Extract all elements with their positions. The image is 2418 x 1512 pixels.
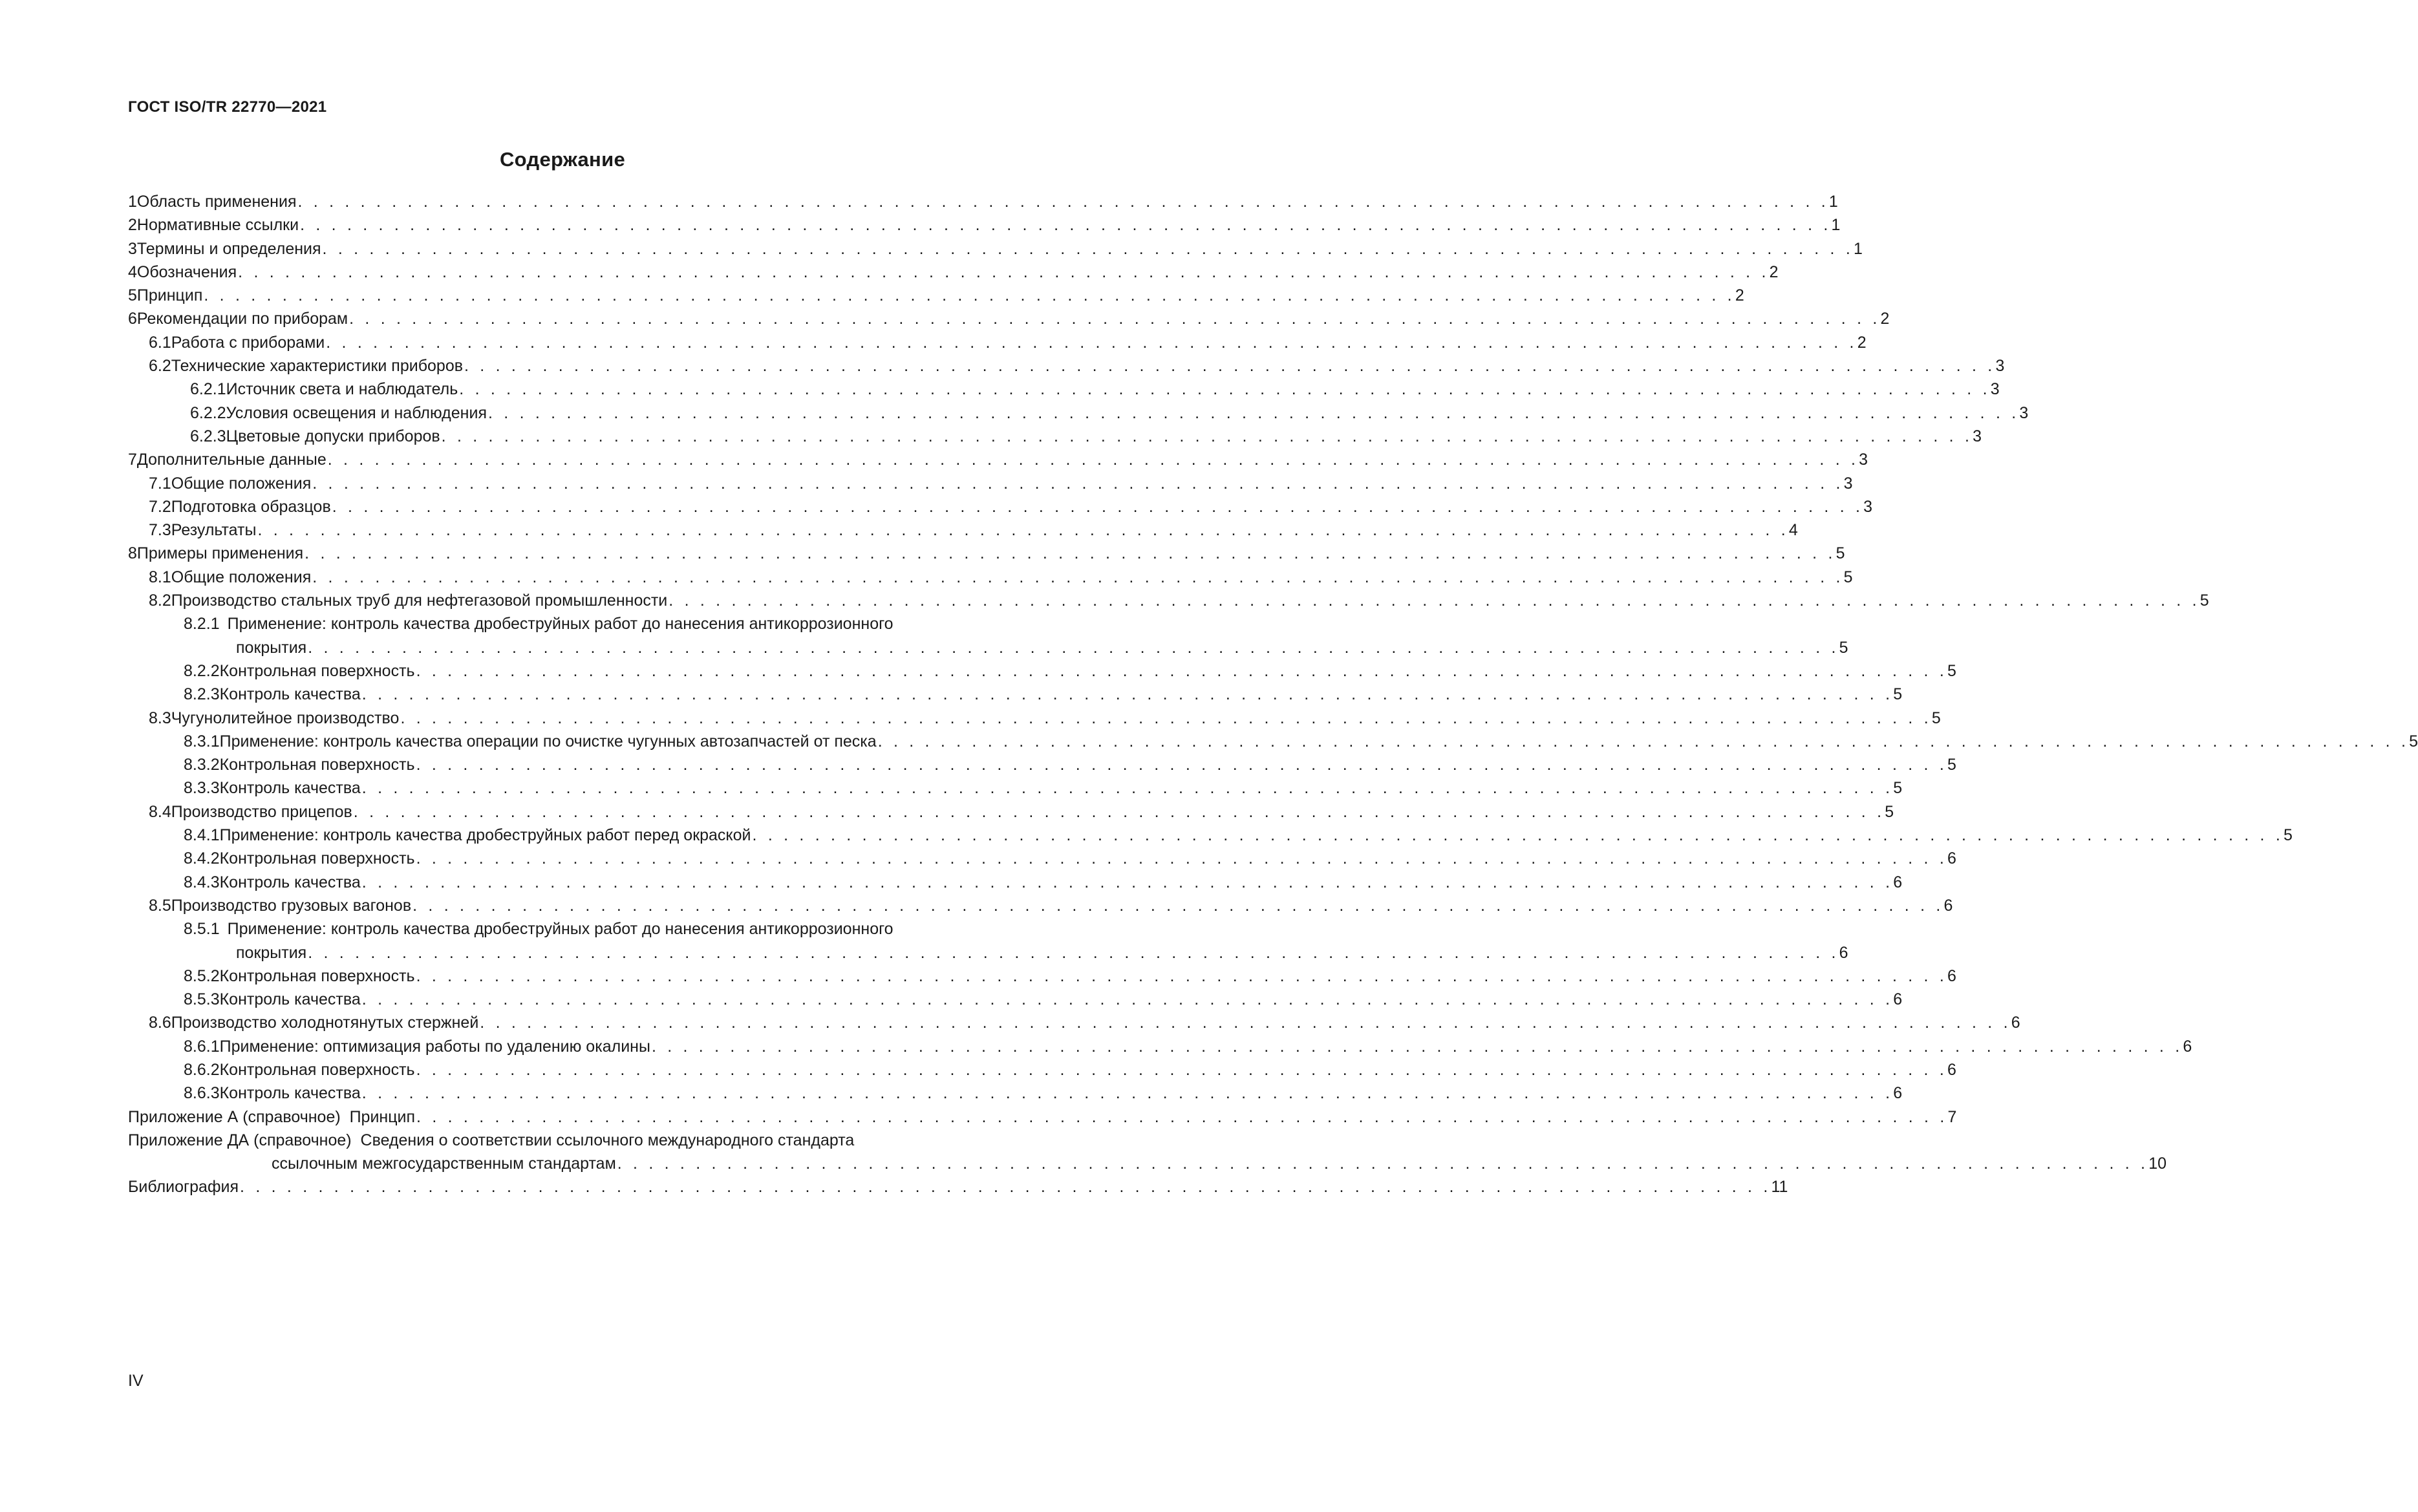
- toc-entry-number: 6: [128, 310, 137, 328]
- toc-entry-page: 6: [2011, 1014, 2020, 1032]
- toc-entry-page: 6: [1839, 943, 1848, 962]
- toc-entry-label: Результаты: [171, 518, 257, 542]
- toc-entry-page: 5: [1893, 685, 1903, 704]
- toc-entry-page: 3: [1990, 380, 2000, 399]
- toc-entry[interactable]: 6.1 Работа с приборами . . . . . . . . . . . . . . . . . . . . . . . . . . . . . . . . . . . . . . . . . . . . . . . . . . . . . . . . . . . . . . . . . . . . . . . . . . . . . . . . . . . . . . . . . . . . . . . . . . 2: [128, 331, 1000, 354]
- toc-entry[interactable]: 8.4 Производство прицепов . . . . . . . . . . . . . . . . . . . . . . . . . . . . . . . . . . . . . . . . . . . . . . . . . . . . . . . . . . . . . . . . . . . . . . . . . . . . . . . . . . . . . . . . . . . . . . . . . . 5: [128, 800, 1000, 824]
- toc-entry[interactable]: 8.3.1 Применение: контроль качества операции по очистке чугунных автозапчастей от песка . . . . . . . . . . . . . . . . . . . . . . . . . . . . . . . . . . . . . . . . . . . . . . . . . . . . . . . . . . . . . . . . . . . . . . . . . . . . . . . . . . . . . . . . . . . . . . . . . . 5: [128, 730, 1000, 753]
- toc-entry-label: Нормативные ссылки: [137, 213, 299, 237]
- toc-entry-number: 2: [128, 216, 137, 235]
- toc-entry-label: Применение: оптимизация работы по удалению окалины: [220, 1035, 650, 1058]
- toc-entry[interactable]: 7.2 Подготовка образцов . . . . . . . . . . . . . . . . . . . . . . . . . . . . . . . . . . . . . . . . . . . . . . . . . . . . . . . . . . . . . . . . . . . . . . . . . . . . . . . . . . . . . . . . . . . . . . . . . . 3: [128, 495, 1000, 518]
- toc-entry-page: 6: [1947, 849, 1956, 868]
- toc-entry[interactable]: 8.3.2 Контрольная поверхность . . . . . . . . . . . . . . . . . . . . . . . . . . . . . . . . . . . . . . . . . . . . . . . . . . . . . . . . . . . . . . . . . . . . . . . . . . . . . . . . . . . . . . . . . . . . . . . . . . 5: [128, 753, 1000, 776]
- toc-entry-page: 5: [2409, 732, 2418, 751]
- toc-entry-page: 4: [1788, 521, 1798, 540]
- toc-entry-label: Работа с приборами: [171, 331, 325, 354]
- toc-entry-label: Чугунолитейное производство: [171, 707, 400, 730]
- toc-entry-label: Обозначения: [137, 261, 237, 284]
- toc-entry-number: 7.2: [149, 497, 171, 516]
- toc-entry[interactable]: [128, 612, 1000, 635]
- toc-entry-label: Цветовые допуски приборов: [226, 425, 440, 448]
- toc-entry-label: Контрольная поверхность: [220, 847, 415, 870]
- document-code: ГОСТ ISO/TR 22770—2021: [128, 98, 327, 116]
- toc-entry[interactable]: 8.2 Производство стальных труб для нефтегазовой промышленности . . . . . . . . . . . . . . . . . . . . . . . . . . . . . . . . . . . . . . . . . . . . . . . . . . . . . . . . . . . . . . . . . . . . . . . . . . . . . . . . . . . . . . . . . . . . . . . . . . 5: [128, 589, 1000, 612]
- toc-entry-number: 6.2.2: [190, 403, 226, 422]
- toc-entry-page: 5: [1885, 802, 1894, 821]
- toc-entry-page: 6: [1943, 896, 1953, 915]
- toc-entry-number: 6.1: [149, 333, 171, 352]
- toc-entry-page: 2: [1735, 286, 1744, 305]
- toc-entry[interactable]: 8.5.2 Контрольная поверхность . . . . . . . . . . . . . . . . . . . . . . . . . . . . . . . . . . . . . . . . . . . . . . . . . . . . . . . . . . . . . . . . . . . . . . . . . . . . . . . . . . . . . . . . . . . . . . . . . . 6: [128, 964, 1000, 988]
- toc-entry[interactable]: 8.3 Чугунолитейное производство . . . . . . . . . . . . . . . . . . . . . . . . . . . . . . . . . . . . . . . . . . . . . . . . . . . . . . . . . . . . . . . . . . . . . . . . . . . . . . . . . . . . . . . . . . . . . . . . . . 5: [128, 707, 1000, 730]
- toc-entry-number: 8.4.2: [184, 849, 220, 868]
- toc-entry-label: Приложение А (справочное) Принцип: [128, 1105, 415, 1129]
- toc-entry-number: 8.5.2: [184, 966, 220, 985]
- toc-entry-label: Контрольная поверхность: [220, 659, 415, 683]
- toc-entry-number: 5: [128, 286, 137, 305]
- toc-entry-page: 3: [1863, 497, 1873, 516]
- toc-entry[interactable]: 6.2.2 Условия освещения и наблюдения . . . . . . . . . . . . . . . . . . . . . . . . . . . . . . . . . . . . . . . . . . . . . . . . . . . . . . . . . . . . . . . . . . . . . . . . . . . . . . . . . . . . . . . . . . . . . . . . . . 3: [128, 401, 1000, 425]
- toc-entry[interactable]: 8.5.3 Контроль качества . . . . . . . . . . . . . . . . . . . . . . . . . . . . . . . . . . . . . . . . . . . . . . . . . . . . . . . . . . . . . . . . . . . . . . . . . . . . . . . . . . . . . . . . . . . . . . . . . . 6: [128, 988, 1000, 1011]
- toc-entry-number: 8.5.3: [184, 990, 220, 1009]
- toc-entry-number: 8.4.1: [184, 826, 220, 845]
- toc-entry[interactable]: 8.6.1 Применение: оптимизация работы по удалению окалины . . . . . . . . . . . . . . . . . . . . . . . . . . . . . . . . . . . . . . . . . . . . . . . . . . . . . . . . . . . . . . . . . . . . . . . . . . . . . . . . . . . . . . . . . . . . . . . . . . 6: [128, 1035, 1000, 1058]
- toc-entry-label: Производство прицепов: [171, 800, 352, 824]
- toc-entry-page: 6: [1893, 990, 1903, 1009]
- toc-entry[interactable]: 6.2.1 Источник света и наблюдатель . . . . . . . . . . . . . . . . . . . . . . . . . . . . . . . . . . . . . . . . . . . . . . . . . . . . . . . . . . . . . . . . . . . . . . . . . . . . . . . . . . . . . . . . . . . . . . . . . . 3: [128, 378, 1000, 401]
- toc-entry-page: 3: [1995, 357, 2005, 376]
- toc-entry-label: Условия освещения и наблюдения: [226, 401, 487, 425]
- toc-entry[interactable]: 1 Область применения . . . . . . . . . . . . . . . . . . . . . . . . . . . . . . . . . . . . . . . . . . . . . . . . . . . . . . . . . . . . . . . . . . . . . . . . . . . . . . . . . . . . . . . . . . . . . . . . . . 1: [128, 190, 1000, 213]
- toc-entry-number: 7: [128, 451, 137, 469]
- toc-entry-page: 11: [1771, 1178, 1788, 1197]
- toc-entry-appendix-da[interactable]: [128, 1129, 1000, 1152]
- toc-entry-page: 2: [1880, 310, 1890, 328]
- toc-entry-label: Контроль качества: [220, 776, 361, 800]
- toc-entry-page: 1: [1831, 216, 1841, 235]
- toc-entry-label-cont: ссылочным межгосударственным стандартам: [272, 1152, 616, 1175]
- toc-entry-page: 5: [2199, 591, 2209, 610]
- toc-entry-number: 7.3: [149, 521, 171, 540]
- toc-entry[interactable]: 8.2.3 Контроль качества . . . . . . . . . . . . . . . . . . . . . . . . . . . . . . . . . . . . . . . . . . . . . . . . . . . . . . . . . . . . . . . . . . . . . . . . . . . . . . . . . . . . . . . . . . . . . . . . . . 5: [128, 683, 1000, 706]
- page-number: IV: [128, 1372, 144, 1390]
- toc-entry-number: 8.1: [149, 568, 171, 586]
- toc-entry-page: 6: [1947, 966, 1956, 985]
- toc-entry-page: 3: [1859, 451, 1868, 469]
- toc-entry-number: 8.6.1: [184, 1037, 220, 1056]
- toc-entry-number: 7.1: [149, 474, 171, 493]
- toc-entry-page: 5: [1843, 568, 1853, 586]
- toc-entry-label: Контроль качества: [220, 871, 361, 894]
- toc-entry[interactable]: 8.4.3 Контроль качества . . . . . . . . . . . . . . . . . . . . . . . . . . . . . . . . . . . . . . . . . . . . . . . . . . . . . . . . . . . . . . . . . . . . . . . . . . . . . . . . . . . . . . . . . . . . . . . . . . 6: [128, 871, 1000, 894]
- toc-entry-number: 8.2: [149, 591, 171, 610]
- toc-entry-page: 5: [2283, 826, 2293, 845]
- toc-entry-page: 5: [1893, 779, 1903, 798]
- toc-entry-label: Применение: контроль качества дробеструйных работ до нанесения антикоррозионного: [228, 917, 893, 941]
- toc-entry-label: Контрольная поверхность: [220, 753, 415, 776]
- toc-entry-number: 1: [128, 193, 137, 211]
- toc-entry-number: 8.2.3: [184, 685, 220, 704]
- toc-entry-page: 5: [1947, 661, 1956, 680]
- toc-entry-page: 5: [1835, 544, 1845, 563]
- toc-entry-number: 8.6.2: [184, 1060, 220, 1079]
- toc-entry-page: 5: [1839, 638, 1848, 657]
- toc-entry[interactable]: 6.2 Технические характеристики приборов . . . . . . . . . . . . . . . . . . . . . . . . . . . . . . . . . . . . . . . . . . . . . . . . . . . . . . . . . . . . . . . . . . . . . . . . . . . . . . . . . . . . . . . . . . . . . . . . . . 3: [128, 354, 1000, 378]
- toc-entry-number: 8.3.1: [184, 732, 220, 751]
- toc-entry-label: Подготовка образцов: [171, 495, 331, 518]
- toc-entry-label: Контрольная поверхность: [220, 964, 415, 988]
- toc-entry-label: Производство холоднотянутых стержней: [171, 1011, 479, 1034]
- toc-entry[interactable]: 2 Нормативные ссылки . . . . . . . . . . . . . . . . . . . . . . . . . . . . . . . . . . . . . . . . . . . . . . . . . . . . . . . . . . . . . . . . . . . . . . . . . . . . . . . . . . . . . . . . . . . . . . . . . . 1: [128, 213, 1000, 237]
- toc-entry-page: 3: [2019, 403, 2029, 422]
- toc-entry[interactable]: 8.4.1 Применение: контроль качества дробеструйных работ перед окраской . . . . . . . . . . . . . . . . . . . . . . . . . . . . . . . . . . . . . . . . . . . . . . . . . . . . . . . . . . . . . . . . . . . . . . . . . . . . . . . . . . . . . . . . . . . . . . . . . . 5: [128, 824, 1000, 847]
- toc-entry[interactable]: 6.2.3 Цветовые допуски приборов . . . . . . . . . . . . . . . . . . . . . . . . . . . . . . . . . . . . . . . . . . . . . . . . . . . . . . . . . . . . . . . . . . . . . . . . . . . . . . . . . . . . . . . . . . . . . . . . . . 3: [128, 425, 1000, 448]
- toc-entry-number: 8.3.2: [184, 756, 220, 774]
- toc-entry-number: 6.2.1: [190, 380, 226, 399]
- toc-entry-label: Общие положения: [171, 566, 311, 589]
- toc-entry[interactable]: 8.4.2 Контрольная поверхность . . . . . . . . . . . . . . . . . . . . . . . . . . . . . . . . . . . . . . . . . . . . . . . . . . . . . . . . . . . . . . . . . . . . . . . . . . . . . . . . . . . . . . . . . . . . . . . . . . 6: [128, 847, 1000, 870]
- toc-entry-page: 6: [1893, 873, 1903, 891]
- table-of-contents: [128, 190, 2418, 1199]
- toc-entry[interactable]: 8.6.3 Контроль качества . . . . . . . . . . . . . . . . . . . . . . . . . . . . . . . . . . . . . . . . . . . . . . . . . . . . . . . . . . . . . . . . . . . . . . . . . . . . . . . . . . . . . . . . . . . . . . . . . . 6: [128, 1081, 1000, 1105]
- toc-entry[interactable]: 8.6.2 Контрольная поверхность . . . . . . . . . . . . . . . . . . . . . . . . . . . . . . . . . . . . . . . . . . . . . . . . . . . . . . . . . . . . . . . . . . . . . . . . . . . . . . . . . . . . . . . . . . . . . . . . . . 6: [128, 1058, 1000, 1081]
- toc-entry-label: Библиография: [128, 1175, 239, 1198]
- toc-entry-label: Производство стальных труб для нефтегазовой промышленности: [171, 589, 668, 612]
- toc-entry-label: Приложение ДА (справочное) Сведения о соответствии ссылочного международного стандарта: [128, 1129, 854, 1152]
- toc-entry[interactable]: 8.5 Производство грузовых вагонов . . . . . . . . . . . . . . . . . . . . . . . . . . . . . . . . . . . . . . . . . . . . . . . . . . . . . . . . . . . . . . . . . . . . . . . . . . . . . . . . . . . . . . . . . . . . . . . . . . 6: [128, 894, 1000, 917]
- toc-entry-label: Контроль качества: [220, 683, 361, 706]
- toc-entry-page: 1: [1828, 193, 1838, 211]
- toc-entry-label: Примеры применения: [137, 542, 303, 565]
- toc-entry-label: Рекомендации по приборам: [137, 307, 348, 330]
- toc-entry-label: Принцип: [137, 284, 202, 307]
- toc-entry[interactable]: 5 Принцип . . . . . . . . . . . . . . . . . . . . . . . . . . . . . . . . . . . . . . . . . . . . . . . . . . . . . . . . . . . . . . . . . . . . . . . . . . . . . . . . . . . . . . . . . . . . . . . . . . 2: [128, 284, 1000, 307]
- toc-entry-label: Технические характеристики приборов: [171, 354, 463, 378]
- toc-entry-page: 1: [1853, 239, 1863, 258]
- toc-entry-page: 5: [1931, 708, 1941, 727]
- toc-entry-page: 6: [1947, 1060, 1956, 1079]
- toc-entry[interactable]: 3 Термины и определения . . . . . . . . . . . . . . . . . . . . . . . . . . . . . . . . . . . . . . . . . . . . . . . . . . . . . . . . . . . . . . . . . . . . . . . . . . . . . . . . . . . . . . . . . . . . . . . . . . 1: [128, 237, 1000, 261]
- toc-entry-page: 6: [2183, 1037, 2192, 1056]
- toc-entry-label: Источник света и наблюдатель: [226, 378, 458, 401]
- toc-entry-page: 7: [1947, 1107, 1957, 1126]
- toc-entry-number: 6.2: [149, 357, 171, 376]
- toc-entry-number: 8.5.1: [184, 920, 220, 939]
- toc-entry-number: 8.5: [149, 896, 171, 915]
- toc-entry-number: 3: [128, 239, 137, 258]
- toc-entry[interactable]: 7.1 Общие положения . . . . . . . . . . . . . . . . . . . . . . . . . . . . . . . . . . . . . . . . . . . . . . . . . . . . . . . . . . . . . . . . . . . . . . . . . . . . . . . . . . . . . . . . . . . . . . . . . . 3: [128, 472, 1000, 495]
- toc-entry[interactable]: 7 Дополнительные данные . . . . . . . . . . . . . . . . . . . . . . . . . . . . . . . . . . . . . . . . . . . . . . . . . . . . . . . . . . . . . . . . . . . . . . . . . . . . . . . . . . . . . . . . . . . . . . . . . . 3: [128, 448, 1000, 471]
- toc-entry-page: 5: [1947, 756, 1956, 774]
- toc-entry-label: Дополнительные данные: [137, 448, 326, 471]
- toc-entry-label-cont: покрытия: [236, 941, 306, 964]
- toc-entry-label: Контрольная поверхность: [220, 1058, 415, 1081]
- toc-entry-page: 2: [1769, 262, 1779, 281]
- toc-entry-page: 10: [2148, 1155, 2167, 1173]
- toc-entry-appendix-a[interactable]: Приложение А (справочное) Принцип . . . . . . . . . . . . . . . . . . . . . . . . . . . . . . . . . . . . . . . . . . . . . . . . . . . . . . . . . . . . . . . . . . . . . . . . . . . . . . . . . . . . . . . . . . . . . . . . . . 7: [128, 1105, 1000, 1129]
- toc-entry-number: 8.3.3: [184, 779, 220, 798]
- toc-entry[interactable]: [128, 917, 1000, 941]
- toc-entry-bibliography[interactable]: Библиография . . . . . . . . . . . . . . . . . . . . . . . . . . . . . . . . . . . . . . . . . . . . . . . . . . . . . . . . . . . . . . . . . . . . . . . . . . . . . . . . . . . . . . . . . . . . . . . . . . 11: [128, 1175, 1000, 1198]
- toc-entry-number: 6.2.3: [190, 427, 226, 445]
- toc-entry-continuation[interactable]: ссылочным межгосударственным стандартам . . . . . . . . . . . . . . . . . . . . . . . . . . . . . . . . . . . . . . . . . . . . . . . . . . . . . . . . . . . . . . . . . . . . . . . . . . . . . . . . . . . . . . . . . . . . . . . . . . 10: [128, 1152, 1000, 1175]
- toc-entry-number: 8.6.3: [184, 1084, 220, 1103]
- toc-entry-label: Контроль качества: [220, 988, 361, 1011]
- toc-entry[interactable]: 7.3 Результаты . . . . . . . . . . . . . . . . . . . . . . . . . . . . . . . . . . . . . . . . . . . . . . . . . . . . . . . . . . . . . . . . . . . . . . . . . . . . . . . . . . . . . . . . . . . . . . . . . . 4: [128, 518, 1000, 542]
- toc-entry-number: 8.6: [149, 1014, 171, 1032]
- toc-entry-number: 8: [128, 544, 137, 563]
- page-title: Содержание: [500, 148, 625, 171]
- toc-entry-page: 3: [1973, 427, 1982, 445]
- toc-entry[interactable]: 8.2.2 Контрольная поверхность . . . . . . . . . . . . . . . . . . . . . . . . . . . . . . . . . . . . . . . . . . . . . . . . . . . . . . . . . . . . . . . . . . . . . . . . . . . . . . . . . . . . . . . . . . . . . . . . . . 5: [128, 659, 1000, 683]
- toc-entry-label: Контроль качества: [220, 1081, 361, 1105]
- toc-entry-page: 2: [1857, 333, 1867, 352]
- toc-entry-page: 6: [1893, 1084, 1903, 1103]
- toc-entry-label: Применение: контроль качества дробеструйных работ перед окраской: [220, 824, 751, 847]
- toc-entry[interactable]: 8.6 Производство холоднотянутых стержней . . . . . . . . . . . . . . . . . . . . . . . . . . . . . . . . . . . . . . . . . . . . . . . . . . . . . . . . . . . . . . . . . . . . . . . . . . . . . . . . . . . . . . . . . . . . . . . . . . 6: [128, 1011, 1000, 1034]
- toc-entry[interactable]: 8.1 Общие положения . . . . . . . . . . . . . . . . . . . . . . . . . . . . . . . . . . . . . . . . . . . . . . . . . . . . . . . . . . . . . . . . . . . . . . . . . . . . . . . . . . . . . . . . . . . . . . . . . . 5: [128, 566, 1000, 589]
- toc-entry[interactable]: 4 Обозначения . . . . . . . . . . . . . . . . . . . . . . . . . . . . . . . . . . . . . . . . . . . . . . . . . . . . . . . . . . . . . . . . . . . . . . . . . . . . . . . . . . . . . . . . . . . . . . . . . . 2: [128, 261, 1000, 284]
- toc-entry-number: 8.2.2: [184, 661, 220, 680]
- toc-entry-label: Термины и определения: [137, 237, 321, 261]
- toc-entry-label: Применение: контроль качества операции по очистке чугунных автозапчастей от песка: [220, 730, 877, 753]
- toc-entry-number: 8.4: [149, 802, 171, 821]
- toc-entry-continuation[interactable]: покрытия . . . . . . . . . . . . . . . . . . . . . . . . . . . . . . . . . . . . . . . . . . . . . . . . . . . . . . . . . . . . . . . . . . . . . . . . . . . . . . . . . . . . . . . . . . . . . . . . . . 5: [128, 636, 1000, 659]
- toc-entry-number: 8.4.3: [184, 873, 220, 891]
- toc-entry[interactable]: 8.3.3 Контроль качества . . . . . . . . . . . . . . . . . . . . . . . . . . . . . . . . . . . . . . . . . . . . . . . . . . . . . . . . . . . . . . . . . . . . . . . . . . . . . . . . . . . . . . . . . . . . . . . . . . 5: [128, 776, 1000, 800]
- toc-entry-label-cont: покрытия: [236, 636, 306, 659]
- toc-entry-label: Область применения: [137, 190, 297, 213]
- toc-entry-label: Производство грузовых вагонов: [171, 894, 411, 917]
- toc-entry-number: 8.2.1: [184, 615, 220, 634]
- toc-entry-label: Применение: контроль качества дробеструйных работ до нанесения антикоррозионного: [228, 612, 893, 635]
- toc-entry-label: Общие положения: [171, 472, 311, 495]
- toc-entry-number: 4: [128, 262, 137, 281]
- toc-entry-continuation[interactable]: покрытия . . . . . . . . . . . . . . . . . . . . . . . . . . . . . . . . . . . . . . . . . . . . . . . . . . . . . . . . . . . . . . . . . . . . . . . . . . . . . . . . . . . . . . . . . . . . . . . . . . 6: [128, 941, 1000, 964]
- toc-entry[interactable]: 6 Рекомендации по приборам . . . . . . . . . . . . . . . . . . . . . . . . . . . . . . . . . . . . . . . . . . . . . . . . . . . . . . . . . . . . . . . . . . . . . . . . . . . . . . . . . . . . . . . . . . . . . . . . . . 2: [128, 307, 1000, 330]
- toc-entry[interactable]: 8 Примеры применения . . . . . . . . . . . . . . . . . . . . . . . . . . . . . . . . . . . . . . . . . . . . . . . . . . . . . . . . . . . . . . . . . . . . . . . . . . . . . . . . . . . . . . . . . . . . . . . . . . 5: [128, 542, 1000, 565]
- toc-entry-number: 8.3: [149, 708, 171, 727]
- toc-entry-page: 3: [1843, 474, 1853, 493]
